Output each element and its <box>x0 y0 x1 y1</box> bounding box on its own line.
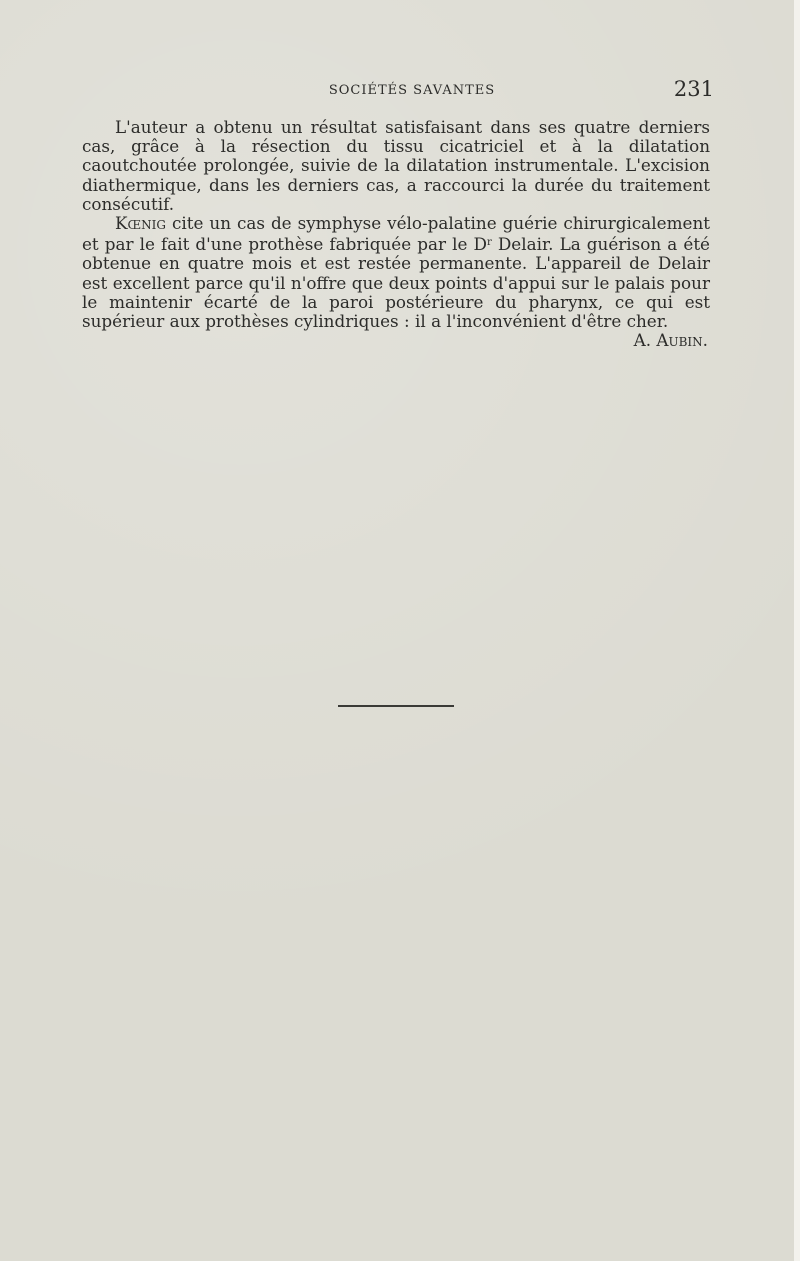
page-number: 231 <box>673 77 714 101</box>
paragraph-2-part-1: cite un cas de symphyse vélo-palatine guérie chirurgicalement et par le fait d'une prothèse fabriquée par le D <box>82 213 710 255</box>
body-text <box>82 118 710 350</box>
author-name: Kœnig <box>115 213 167 234</box>
running-title: SOCIÉTÉS SAVANTES <box>328 83 496 98</box>
running-head <box>112 77 714 101</box>
paragraph-1: L'auteur a obtenu un résultat satisfaisant dans ses quatre derniers cas, grâce à la résection du tissu cicatriciel et à la dilatation caoutchoutée prolongée, suivie de la dilatation instrumentale. L'excision diathermique, dans les derniers cas, a raccourci la durée du traitement consécutif. <box>82 117 710 214</box>
section-rule <box>338 705 454 707</box>
paragraph-2 <box>82 214 710 331</box>
signature: A. Aubin. <box>633 330 708 351</box>
signature-line <box>82 331 710 350</box>
paragraph-2-part-2: Delair. La guérison a été obtenue en quatre mois et est restée permanente. L'appareil de Delair est excellent parce qu'il n'offre que deux points d'appui sur le palais pour le maintenir écarté de la paroi postérieure du pharynx, ce qui est supérieur aux prothèses cylindriques : il a l'inconvénient d'être cher. <box>82 234 710 332</box>
page-edge <box>794 0 800 1261</box>
doctor-superscript: r <box>486 237 492 249</box>
